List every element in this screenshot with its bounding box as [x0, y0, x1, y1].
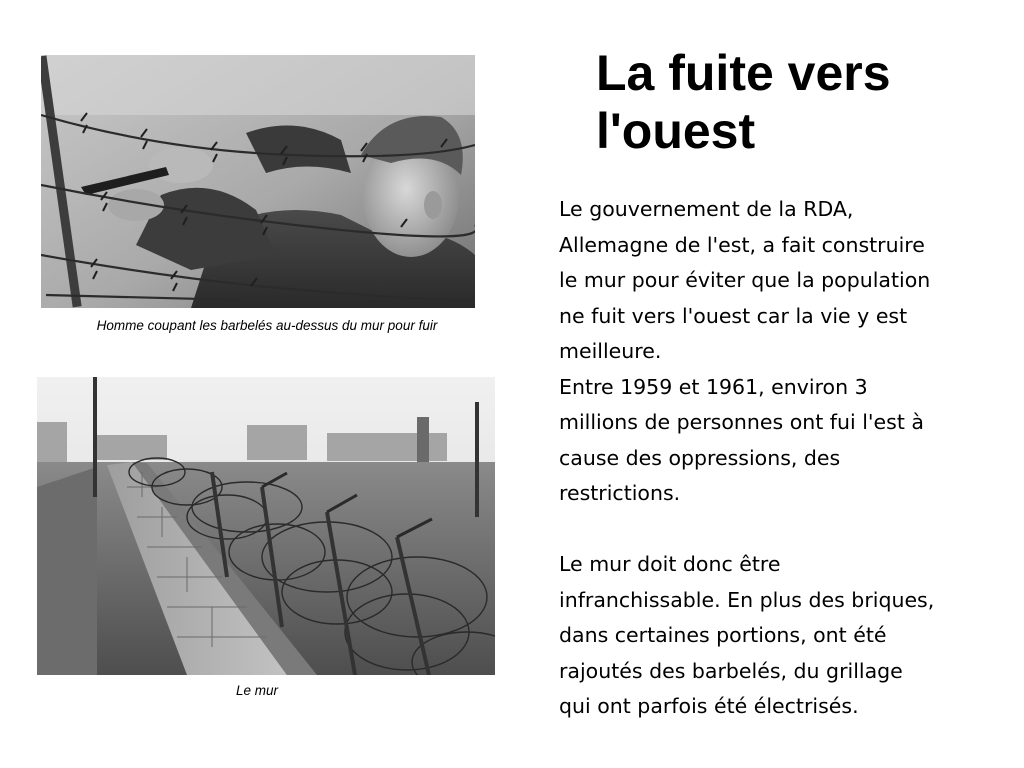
body-paragraph-1-line: le mur pour éviter que la population	[559, 268, 931, 292]
body-paragraph-2-line: Entre 1959 et 1961, environ 3	[559, 374, 868, 399]
paragraph-spacer	[559, 512, 1009, 548]
body-paragraph-3-line: dans certaines portions, ont été	[559, 623, 887, 647]
body-paragraph-2-line: millions de personnes ont fui l'est à	[559, 410, 924, 434]
slide-title-line-2: l'ouest	[596, 103, 756, 159]
body-paragraph-3-line: rajoutés des barbelés, du grillage	[559, 658, 903, 683]
photo-the-wall	[37, 377, 495, 675]
photo-the-wall-drawing	[37, 377, 495, 675]
photo-man-cutting-wire	[41, 55, 475, 308]
body-paragraph-1-line: Le gouvernement de la RDA,	[559, 197, 854, 221]
body-paragraph-1-line: Allemagne de l'est, a fait construire	[559, 232, 925, 257]
slide-title	[596, 44, 1006, 160]
body-paragraph-3-line: qui ont parfois été électrisés.	[559, 694, 859, 718]
body-paragraph-3-line: Le mur doit donc être	[559, 552, 781, 576]
slide-title-line-1: La fuite vers	[596, 45, 891, 101]
body-paragraph-2-line: cause des oppressions, des	[559, 445, 841, 470]
body-paragraph-3-line: infranchissable. En plus des briques,	[559, 587, 935, 612]
slide-body-text	[559, 192, 1009, 725]
photo-man-cutting-wire-drawing	[41, 55, 475, 308]
body-paragraph-1-line: ne fuit vers l'ouest car la vie y est	[559, 303, 908, 328]
photo-caption-cutting-wire: Homme coupant les barbelés au-dessus du mur pour fuir	[96, 318, 438, 333]
photo-caption-the-wall: Le mur	[235, 683, 279, 698]
body-paragraph-1-line: meilleure.	[559, 339, 662, 363]
body-paragraph-2-line: restrictions.	[559, 481, 681, 505]
